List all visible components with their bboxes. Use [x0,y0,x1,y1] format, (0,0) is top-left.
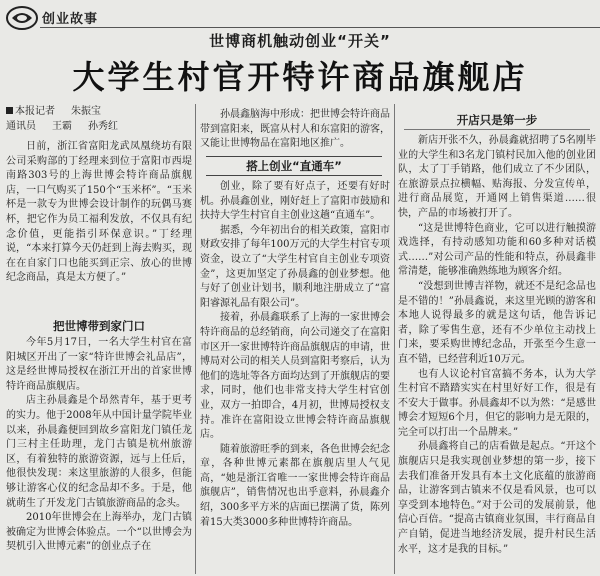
column-divider [394,104,395,574]
body-paragraph: 孙晨鑫将自己的店看做是起点。“开这个旗舰店只是我实现创业梦想的第一步，接下去我们准备开发具有本土文化底蕴的旅游商品，让游客到古镇来不仅是看风景，也可以享受到本地特色。”对于公司的发展前景，他信心百倍。“提高古镇商业氛围，丰行商品自产自销，促进当地经济发展，提升村民生活水平，这才是我的目标。” [398,441,596,555]
body-paragraph: 今年5月17日，一名大学生村官在富阳城区开出了一家“特许世博会礼品店”，这是经世博局授权在浙江开出的首家世博特许商品旗舰店。 [6,337,192,392]
column-1-intro [6,140,192,286]
body-paragraph: 接着，孙晨鑫联系了上海的一家世博会特许商品的总经销商，向公司递交了在富阳市区开一家世博特许商品旗舰店的申请，世博局对公司的相关人员到富阳考察后，认为他们的选址等各方面均达到了开旗舰店的要求，同时，他们也非常支持大学生村官创业，双方一拍即合，4月初，世博局授权支持。准许在富阳设立世博会特许商品旗舰店。 [200,312,390,441]
article-headline: 大学生村官开特许商品旗舰店 [72,58,528,96]
body-paragraph: 创业，除了要有好点子，还要有好时机。孙晨鑫创业，刚好赶上了富阳市鼓励和扶持大学生村官自主创业这趟“直通车”。 [200,181,390,222]
correspondent-label: 通讯员 [6,121,36,132]
body-paragraph: “这是世博特色商业，它可以进行触摸游戏选择，有持动感知功能和60多种对话模式……”对公司产品的性能和特点，孙晨鑫非常清楚，能够准确熟练地为顾客介绍。 [398,222,596,278]
section-title-first-step: 开店只是第一步 [456,113,538,127]
body-paragraph: 也有人议论村官富搞不务本，认为大学生村官不踏踏实实在村里好好工作，很是有不安大于做事。孙晨鑫却不以为然：“是感世博会才短短6个月，但它的影响力是无限的，完全可以打出一个品牌来。” [398,368,596,438]
section-title-bring-expo-home: 把世博带到家门口 [53,319,145,333]
byline [6,104,196,134]
intro-paragraph: 日前，浙江省富阳龙武凤凰绕坊有限公司采购部的丁经理来到位于富阳市西堤南路303号的上海世博会特许商品旗舰店，一口气购买了150个“玉米杯”。“玉米杯是一款专为世博会设计制作的玩偶马赛杯，把它作为员工福利发放，不仅具有纪念价值，更能指引环保意识。”丁经理说，“本来打算今天仍赶到上海去购买，现在在自家门口也能买到正宗、放心的世博纪念商品，真是太方便了。” [6,141,192,284]
column-2-top [200,108,390,152]
header-divider [40,27,600,28]
byline-marker-icon [6,107,13,114]
body-paragraph: 店主孙晨鑫是个昂然青年，基于更考的实力。他于2008年从中国计量学院毕业以来，孙晨鑫便回到故乡富阳龙门镇任龙门三村主任助理，龙门古镇是杭州旅游区，有着独特的旅游资源，远与上任后，他很快发现：来这里旅游的人很多，但能够让游客心仪的纪念品却不多。于是，他就萌生了开发龙门古镇旅游商品的念头。 [6,395,192,509]
body-paragraph: 孙晨鑫脑海中形成：把世博会特许商品带到富阳来，既富从村人和东富阳的游客，又能让世博物品在富阳地区推广。 [200,109,390,150]
correspondent-name: 王霸 [52,121,72,132]
body-paragraph: 据悉，今年初出台的相关政策，富阳市财政安排了每年100万元的大学生村官专项资金，设立了“大学生村官自主创业专项资金”，这更加坚定了孙晨鑫的创业梦想。他与好了创业计划书，顺利地注册成立了“富阳睿源礼品有限公司”。 [200,224,390,309]
column-2-body [200,180,390,530]
body-paragraph: 2010年世博会在上海举办，龙门古镇被确定为世博会体验点。一个“以世博会为契机引入世博元素”的创业点子在 [6,512,192,553]
newspaper-logo-icon [4,4,40,32]
column-3-body [398,134,596,557]
body-paragraph: “没想到世博吉祥物，就还不是纪念品也是不错的！”孙晨鑫说，来这里光顾的游客和本地人说得最多的就是这句话，他告诉记者，除了零售生意，还有不少单位主动找上门来，要采购世博纪念品，开张至今生意一直不错，已经营利近10万元。 [398,280,596,365]
section-rule [404,129,590,130]
column-divider [195,104,196,574]
section-title-direct-train: 搭上创业“直通车” [206,156,382,176]
column-tag: 创业故事 [42,12,99,27]
article-subtitle: 世博商机触动创业“开关” [209,32,391,50]
column-1-body [6,336,192,555]
body-paragraph: 随着旅游旺季的到来，各色世博会纪念章，各种世博元素都在旗舰店里人气见高，“她是浙江省唯一一家世博会特许商品旗舰店”，销售情况也出乎意料，孙晨鑫介绍，300多平方米的店面已摆满了货，陈列着15大类3000多种世博特许商品。 [200,443,390,528]
correspondent-name: 孙秀红 [88,121,118,132]
reporter-label: 本报记者 [15,106,55,117]
reporter-name: 朱振宝 [71,106,101,117]
body-paragraph: 新店开张不久，孙晨鑫就招聘了5名刚毕业的大学生和3名龙门镇村民加入他的创业团队，太了丁手销路，他们成立了不少团队，在旅游景点拉横幅、贴海报、分发宣传单，进行商品展览，开通网上销售渠道……很快，产品的市场被打开了。 [398,135,596,219]
